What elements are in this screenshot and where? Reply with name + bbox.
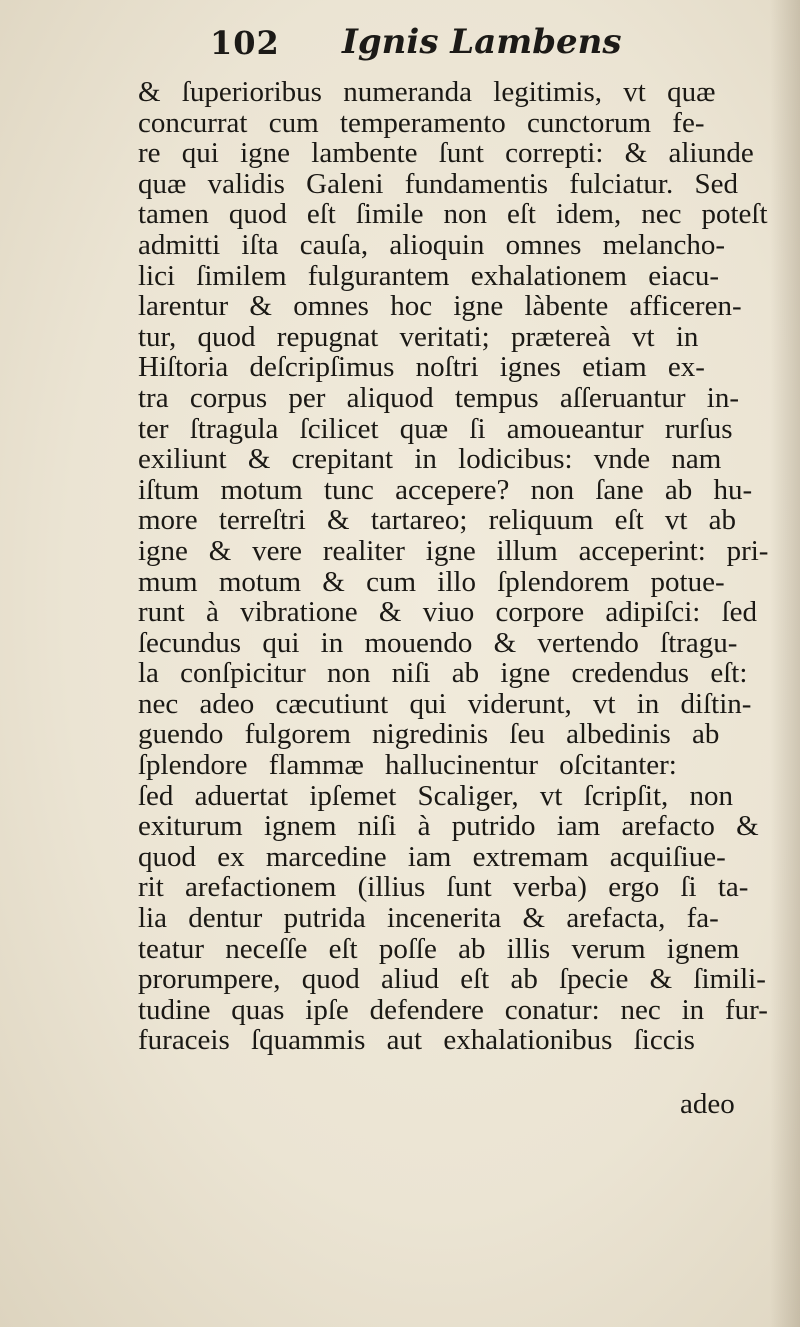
text-line: mum motum & cum illo ſplendorem potue- (138, 565, 725, 598)
text-line: igne & vere realiter igne illum acceperint: pri- (138, 534, 769, 567)
text-line: iſtum motum tunc accepere? non ſane ab hu- (138, 473, 753, 506)
text-line: tra corpus per aliquod tempus aſſeruantur in- (138, 381, 740, 414)
text-line: nec adeo cæcutiunt qui viderunt, vt in diſtin- (138, 687, 752, 720)
page-number: 102 (210, 24, 280, 62)
text-line: ſecundus qui in mouendo & vertendo ſtragu- (138, 626, 738, 659)
text-line: furaceis ſquammis aut exhalationibus ſiccis (138, 1024, 695, 1057)
text-line: concurrat cum temperamento cunctorum fe- (138, 106, 705, 139)
text-line: Hiſtoria deſcripſimus noſtri ignes etiam ex- (138, 351, 705, 384)
text-line: larentur & omnes hoc igne làbente afficeren- (138, 290, 742, 323)
text-line: & ſuperioribus numeranda legitimis, vt quæ (138, 76, 716, 108)
text-line: exiliunt & crepitant in lodicibus: vnde nam (138, 443, 722, 476)
text-line: guendo fulgorem nigredinis ſeu albedinis ab (138, 718, 720, 751)
text-line: runt à vibratione & viuo corpore adipiſci: ſed (138, 596, 758, 629)
text-line: ter ſtragula ſcilicet quæ ſi amoueantur rurſus (138, 412, 733, 445)
text-line: tudine quas ipſe defendere conatur: nec in fur- (138, 993, 768, 1026)
text-line: la conſpicitur non niſi ab igne credendus eſt: (138, 657, 748, 690)
text-line: teatur neceſſe eſt poſſe ab illis verum ignem (138, 932, 740, 965)
text-line: re qui igne lambente ſunt correpti: & aliunde (138, 137, 754, 170)
text-line: lia dentur putrida incenerita & arefacta, fa- (138, 902, 719, 935)
text-line: rit arefactionem (illius ſunt verba) ergo ſi ta- (138, 871, 749, 904)
page-edge-shadow (770, 0, 800, 1327)
text-line: quod ex marcedine iam extremam acquiſiue- (138, 840, 726, 873)
text-line: more terreſtri & tartareo; reliquum eſt vt ab (138, 504, 737, 537)
text-line: tamen quod eſt ſimile non eſt idem, nec poteſt (138, 198, 768, 231)
text-line: prorumpere, quod aliud eſt ab ſpecie & ſimili- (138, 963, 766, 996)
text-line: lici ſimilem fulgurantem exhalationem eiacu- (138, 259, 720, 292)
text-line: admitti iſta cauſa, alioquin omnes melancho- (138, 228, 726, 261)
page-header (210, 18, 630, 68)
running-title: Ignis Lambens (342, 22, 622, 62)
text-line: tur, quod repugnat veritati; prætereà vt in (138, 320, 699, 353)
body-text (138, 77, 768, 1056)
text-line: ſplendore flammæ hallucinentur oſcitanter: (138, 749, 677, 782)
text-line: quæ validis Galeni fundamentis fulciatur. Sed (138, 167, 738, 200)
text-line: exiturum ignem niſi à putrido iam arefacto & (138, 810, 759, 843)
text-line: ſed aduertat ipſemet Scaliger, vt ſcripſit, non (138, 779, 734, 812)
catchword: adeo (680, 1088, 735, 1120)
